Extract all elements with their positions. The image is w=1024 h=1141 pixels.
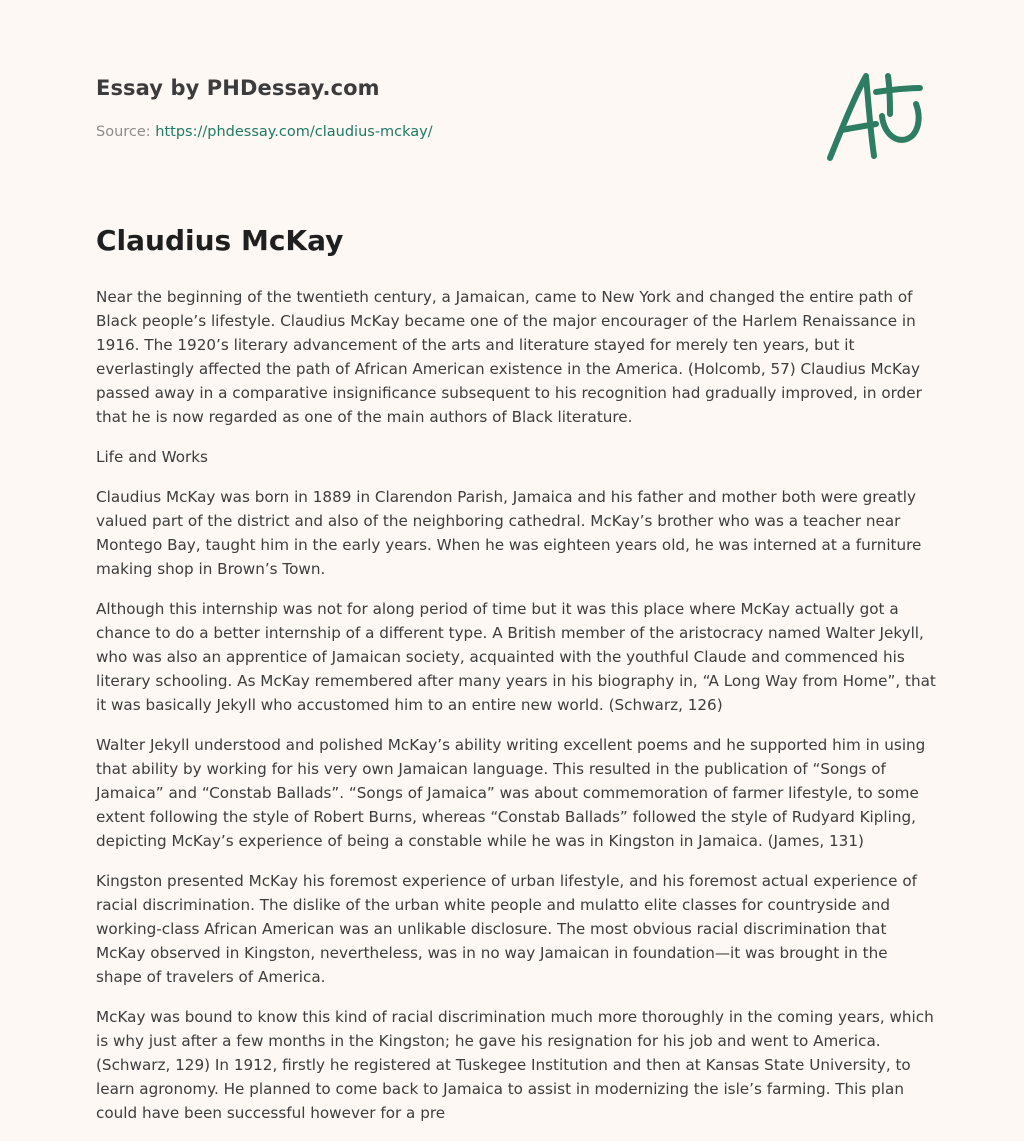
document-title: Claudius McKay — [96, 224, 344, 257]
site-name: Essay by PHDessay.com — [96, 76, 380, 100]
paragraph: Claudius McKay was born in 1889 in Clarendon Parish, Jamaica and his father and mother both were greatly valued part of the district and also of the neighboring cathedral. McKay’s brother who was a teacher near Montego Bay, taught him in the early years. When he was eighteen years old, he was interned at a furniture making shop in Brown’s Town. — [96, 488, 922, 578]
source-link[interactable]: https://phdessay.com/claudius-mckay/ — [155, 124, 433, 140]
section-heading-life-and-works: Life and Works — [96, 448, 208, 466]
paragraph: McKay was bound to know this kind of racial discrimination much more thoroughly in the coming years, which is why just after a few months in the Kingston; he gave his resignation for his job and went to America. (Schwarz, 129) In 1912, firstly he registered at Tuskegee Institution and then at Kansas State University, to learn agronomy. He planned to come back to Jamaica to assist in modernizing the isle’s farming. This plan could have been successful however for a pre — [96, 1008, 934, 1122]
a-plus-logo-icon — [820, 68, 928, 164]
paragraph: Walter Jekyll understood and polished McKay’s ability writing excellent poems and he supported him in using that ability by working for his very own Jamaican language. This resulted in the publication of “Songs of Jamaica” and “Constab Ballads”. “Songs of Jamaica” was about commemoration of farmer lifestyle, to some extent following the style of Robert Burns, whereas “Constab Ballads” followed the style of Rudyard Kipling, depicting McKay’s experience of being a constable while he was in Kingston in Jamaica. (James, 131) — [96, 736, 926, 850]
paragraph-intro: Near the beginning of the twentieth century, a Jamaican, came to New York and changed the entire path of Black people’s lifestyle. Claudius McKay became one of the major encourager of the Harlem Renaissance in 1916. The 1920’s literary advancement of the arts and literature stayed for merely ten years, but it everlastingly affected the path of African American existence in the America. (Holcomb, 57) Claudius McKay passed away in a comparative insignificance subsequent to his recognition had gradually improved, in order that he is now regarded as one of the main authors of Black literature. — [96, 288, 922, 426]
paragraph: Although this internship was not for along period of time but it was this place where McKay actually got a chance to do a better internship of a different type. A British member of the aristocracy named Walter Jekyll, who was also an apprentice of Jamaican society, acquainted with the youthful Claude and commenced his literary schooling. As McKay remembered after many years in his biography in, “A Long Way from Home”, that it was basically Jekyll who accustomed him to an entire new world. (Schwarz, 126) — [96, 600, 936, 714]
paragraph: Kingston presented McKay his foremost experience of urban lifestyle, and his foremost actual experience of racial discrimination. The dislike of the urban white people and mulatto elite classes for countryside and working-class African American was an unlikable disclosure. The most obvious racial discrimination that McKay observed in Kingston, nevertheless, was in no way Jamaican in foundation—it was brought in the shape of travelers of America. — [96, 872, 917, 986]
source-line — [96, 124, 433, 140]
essay-body — [96, 285, 936, 1141]
source-label: Source: — [96, 124, 151, 140]
